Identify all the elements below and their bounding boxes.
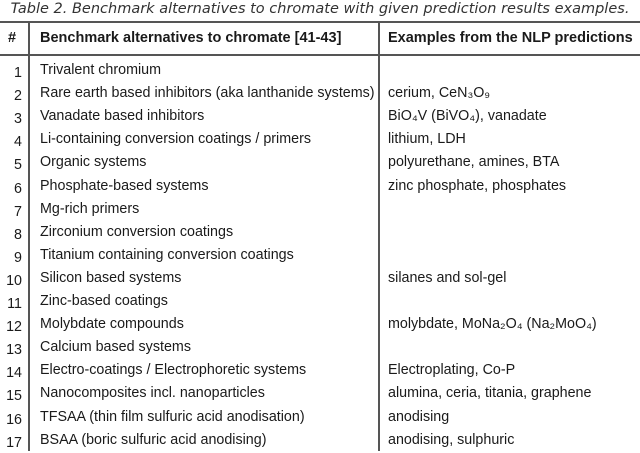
row-alternative: Li-containing conversion coatings / primers (40, 131, 311, 148)
row-number: 14 (6, 365, 22, 382)
row-examples: molybdate, MoNa₂O₄ (Na₂MoO₄) (388, 316, 597, 333)
row-number: 4 (14, 134, 22, 151)
row-alternative: TFSAA (thin film sulfuric acid anodisation) (40, 408, 305, 425)
row-examples: cerium, CeN₃O₉ (388, 85, 491, 102)
table-row (0, 430, 640, 453)
row-number: 3 (14, 111, 22, 128)
table-row (0, 106, 640, 129)
row-number: 12 (6, 319, 22, 336)
row-alternative: Titanium containing conversion coatings (40, 246, 294, 263)
table-row (0, 268, 640, 291)
row-alternative: Electro-coatings / Electrophoretic systems (40, 362, 307, 379)
row-number: 5 (14, 157, 22, 174)
table-row (0, 152, 640, 175)
header-examples: Examples from the NLP predictions (388, 30, 633, 46)
header-number: # (8, 30, 17, 46)
row-alternative: Rare earth based inhibitors (aka lanthanide systems) (40, 85, 375, 102)
row-number: 13 (6, 342, 22, 359)
row-alternative: Molybdate compounds (40, 316, 184, 333)
table-caption: Table 2. Benchmark alternatives to chromate with given prediction results examples. (10, 1, 630, 17)
row-examples: alumina, ceria, titania, graphene (388, 385, 592, 402)
row-examples: polyurethane, amines, BTA (388, 154, 560, 171)
table-row (0, 60, 640, 83)
row-alternative: BSAA (boric sulfuric acid anodising) (40, 431, 267, 448)
row-examples: zinc phosphate, phosphates (388, 177, 567, 194)
header-bottom-border (0, 54, 640, 56)
table-row (0, 176, 640, 199)
row-number: 16 (6, 411, 22, 428)
row-examples: silanes and sol-gel (388, 269, 507, 286)
table-row (0, 199, 640, 222)
table-row (0, 383, 640, 406)
table-top-border (0, 21, 640, 23)
row-alternative: Calcium based systems (40, 339, 191, 356)
table-row (0, 360, 640, 383)
row-number: 8 (14, 226, 22, 243)
row-examples: anodising, sulphuric (388, 431, 515, 448)
table-row (0, 337, 640, 360)
table-row (0, 129, 640, 152)
row-number: 7 (14, 203, 22, 220)
row-number: 10 (6, 272, 22, 289)
table-row (0, 83, 640, 106)
row-examples: Electroplating, Co-P (388, 362, 516, 379)
table-row (0, 245, 640, 268)
row-alternative: Zinc-based coatings (40, 293, 168, 309)
header-alternatives: Benchmark alternatives to chromate [41-43] (40, 30, 342, 46)
table-row (0, 407, 640, 430)
row-alternative: Organic systems (40, 154, 147, 171)
row-alternative: Vanadate based inhibitors (40, 108, 205, 125)
row-alternative: Mg-rich primers (40, 200, 140, 217)
row-examples: BiO₄V (BiVO₄), vanadate (388, 108, 547, 125)
table-row (0, 222, 640, 245)
row-number: 6 (14, 180, 22, 197)
row-examples: anodising (388, 408, 450, 425)
row-number: 17 (6, 434, 22, 451)
row-alternative: Trivalent chromium (40, 62, 162, 78)
row-examples: lithium, LDH (388, 131, 466, 148)
row-alternative: Silicon based systems (40, 269, 182, 286)
row-alternative: Nanocomposites incl. nanoparticles (40, 385, 265, 402)
row-number: 2 (14, 88, 22, 105)
row-number: 15 (6, 388, 22, 405)
table-row (0, 291, 640, 314)
table-row (0, 314, 640, 337)
row-number: 9 (14, 249, 22, 266)
row-number: 1 (14, 65, 22, 81)
row-alternative: Zirconium conversion coatings (40, 223, 234, 240)
row-alternative: Phosphate-based systems (40, 177, 209, 194)
row-number: 11 (7, 296, 22, 312)
